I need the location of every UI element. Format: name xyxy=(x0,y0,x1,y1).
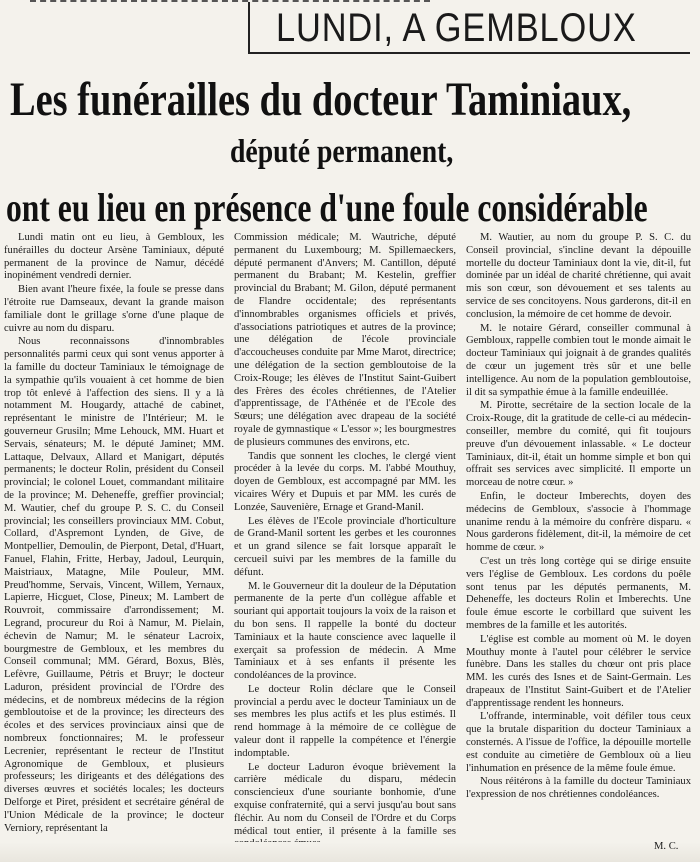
section-banner xyxy=(248,2,690,54)
paragraph: L'offrande, interminable, voit défiler tous ceux que la brutale disparition du docteur Taminiaux a consternés. A l'issue de l'office, la dépouille mortelle est conduite au cimetière de Gembloux où a lieu l'inhumation en présence de la même foule émue. xyxy=(466,711,691,774)
paragraph: Les élèves de l'Ecole provinciale d'horticulture de Grand-Manil sortent les gerbes et les couronnes et un grand silence se fait lorsque apparaît le cercueil suivi par les membres de la famille du défunt. xyxy=(234,515,456,578)
paragraph: Commission médicale; M. Wautriche, député permanent du Luxembourg; M. Spillemaeckers, député permanent d'Anvers; M. Cantillon, député permanent du Brabant; M. Kestelin, greffier provincial du Brabant; M. Gilon, député permanent de Flandre occidentale; des représentants d'innombrables organismes officiels et privés, d'associations patriotiques et autres de la province; une délégation de l'école provinciale d'accoucheuses conduite par Mme Marot, directrice; une délégation de la section gembloutoise de la Croix-Rouge; les élèves de l'Institut Saint-Guibert des Frères des écoles chrétiennes, de l'Atelier d'apprentissage, de l'Athénée et de l'Ecole des Sœurs; une délégation avec drapeau de la société royale de gymnastique « L'essor »; les bourgmestres de plusieurs communes des environs, etc. xyxy=(234,232,456,448)
paragraph: M. le notaire Gérard, conseiller communal à Gembloux, rappelle combien tout le monde aimait le docteur Taminiaux qui joignait à de grandes qualités de cœur un jugement très sûr et une belle intelligence. Au nom de la population gembloutoise, il dit sa sympathie émue à la famille endeuillée. xyxy=(466,322,691,398)
article-column-3 xyxy=(466,232,691,838)
headline-line-3: ont eu lieu en présence d'une foule considérable xyxy=(6,185,648,230)
paragraph: Nous reconnaissons d'innombrables personnalités parmi ceux qui sont venus apporter à la famille du docteur Taminiaux le témoignage de la sympathie qu'ils vouaient à cet homme de bien trop tôt enlevé à l'affection des siens. Il y a là notamment M. Hougardy, attaché de cabinet, représentant le ministre de l'Intérieur; M. le gouverneur Grusiln; Mme Lehouck, MM. Huart et Servais, sénateurs; M. le député Jaminet; MM. Lattaque, Delvaux, Allard et Manigart, députés permanents; le docteur Rolin, président du Conseil provincial; le colonel Louet, commandant militaire de la province; M. Deheneffe, greffier provincial; M. Wautier, chef du groupe P. S. C. du Conseil provincial; les conseillers provinciaux MM. Cobut, Collard, d'Aspremont Lynden, de Give, de Montpellier, Demoulin, de Pierpont, Detal, d'Huart, Fanuel, Flahin, Fritte, Herbay, Jadoul, Leurquin, Maistriaux, Matagne, Mile Pouleur, MM. Preud'homme, Servais, Vincent, Willem, Yernaux, Lapierre, Hicguet, Close, Pineux; M. Lambert de Rouvroit, commissaire d'arrondissement; M. Legrand, procureur du Roi à Namur, M. Pielain, échevin de Namur; M. le sénateur Lacroix, bourgmestre de Gembloux, et les membres du Conseil communal; MM. Gérard, Boxus, Blès, Lefèvre, Guillaume, Pétris et Bruyr; le docteur Laduron, président provincial de l'Ordre des médecins, et de nombreux médecins de la région gembloutoise et de la province; les directeurs des écoles et des services provinciaux ainsi que de nombreux fonctionnaires; M. le professeur Lecrenier, représentant le recteur de l'Institut Agronomique de Gembloux, et plusieurs professeurs; les dirigeants et des délégations des diverses œuvres et sociétés locales; les docteurs Delforge et Piret, président et secrétaire général de l'Union Médicale de la province; le docteur Verniory, représentant la xyxy=(4,336,224,834)
paragraph: Le docteur Laduron évoque brièvement la carrière médicale du disparu, médecin consciencieux d'une souriante bonhomie, d'une exquise confraternité, qui a servi jusqu'au bout sans fléchir. Au nom du Conseil de l'Ordre et du Corps médical tout entier, il présente à la famille ses xyxy=(234,761,456,837)
paragraph: C'est un très long cortège qui se dirige ensuite vers l'église de Gembloux. Les cordons du poêle sont tenus par les députés permanents, M. Deheneffe, les docteurs Rolin et Imberechts. Une foule émue escorte le corbillard que suivent les membres de la famille et les autorités. xyxy=(466,555,691,631)
article-column-1 xyxy=(4,232,224,838)
paragraph: L'église est comble au moment où M. le doyen Mouthuy monte à l'autel pour célébrer le service funèbre. Dans les stalles du chœur ont pris place MM. les curés des Isnes et de Saint-Germain. Les drapeaux de l'Institut Saint-Guibert et de l'Atelier d'apprentissage rendent les honneurs. xyxy=(466,633,691,709)
paragraph: Nous réitérons à la famille du docteur Taminiaux l'expression de nos chrétiennes condoléances. xyxy=(466,776,691,801)
page-bottom-edge xyxy=(0,842,700,862)
author-signature: M. C. xyxy=(654,841,679,852)
paragraph: Tandis que sonnent les cloches, le clergé vient procéder à la levée du corps. M. l'abbé Mouthuy, doyen de Gembloux, est accompagné par MM. les vicaires Wéry et Dupuis et par MM. les curés de Lonzée, Sauvenière, Ernage et Grand-Manil. xyxy=(234,450,456,513)
headline-line-2: député permanent, xyxy=(230,134,454,170)
paragraph: M. Pirotte, secrétaire de la section locale de la Croix-Rouge, dit la gratitude de celle-ci au médecin-conseiller, membre du comité, qui fit toujours preuve d'un dévouement inlassable. « Le docteur Taminiaux, dit-il, était un homme simple et bon qui offrait ses services avec simplicité. Il emporte un morceau de notre cœur. » xyxy=(466,400,691,489)
article-body xyxy=(4,232,694,838)
paragraph: M. Wautier, au nom du groupe P. S. C. du Conseil provincial, s'incline devant la dépouille mortelle du docteur Taminiaux dont la vie, dit-il, fut dominée par un idéal de charité chrétienne, qui avait mis son cœur, son dévouement et ses talents au service de ses concitoyens. Nous garderons, dit-il en conclusion, la mémoire de cet homme de devoir. xyxy=(466,232,691,320)
paragraph: M. le Gouverneur dit la douleur de la Députation permanente de la perte d'un collègue affable et souriant qui apportait toujours la voix de la raison et du bon sens. Il rappelle la bonté du docteur Taminiaux et la haute conscience avec laquelle il exerçait sa profession de médecin. A Mme Taminiaux et à ses enfants il présente les condoléances de la province. xyxy=(234,580,456,682)
article-column-2 xyxy=(234,232,456,838)
paragraph: Enfin, le docteur Imberechts, doyen des médecins de Gembloux, s'associe à l'hommage unanime rendu à la mémoire du confrère disparu. « Nous garderons fidèlement, dit-il, la mémoire de cet homme de cœur. » xyxy=(466,490,691,554)
headline-line-1: Les funérailles du docteur Taminiaux, xyxy=(10,73,632,126)
paragraph: Le docteur Rolin déclare que le Conseil provincial a perdu avec le docteur Taminiaux un de ses membres les plus actifs et les plus estimés. Il rend hommage à la mémoire de ce collègue de valeur dont il rappelle la compétence et l'énergie indomptable. xyxy=(234,683,456,759)
paragraph: Lundi matin ont eu lieu, à Gembloux, les funérailles du docteur Arsène Taminiaux, député permanent de la province de Namur, décédé inopinément vendredi dernier. xyxy=(4,232,224,282)
paragraph: Bien avant l'heure fixée, la foule se presse dans l'étroite rue Damseaux, devant la grande maison familiale dont le grillage s'orne d'une plaque de cuivre au nom du disparu. xyxy=(4,284,224,334)
banner-title: LUNDI, A GEMBLOUX xyxy=(276,6,637,50)
